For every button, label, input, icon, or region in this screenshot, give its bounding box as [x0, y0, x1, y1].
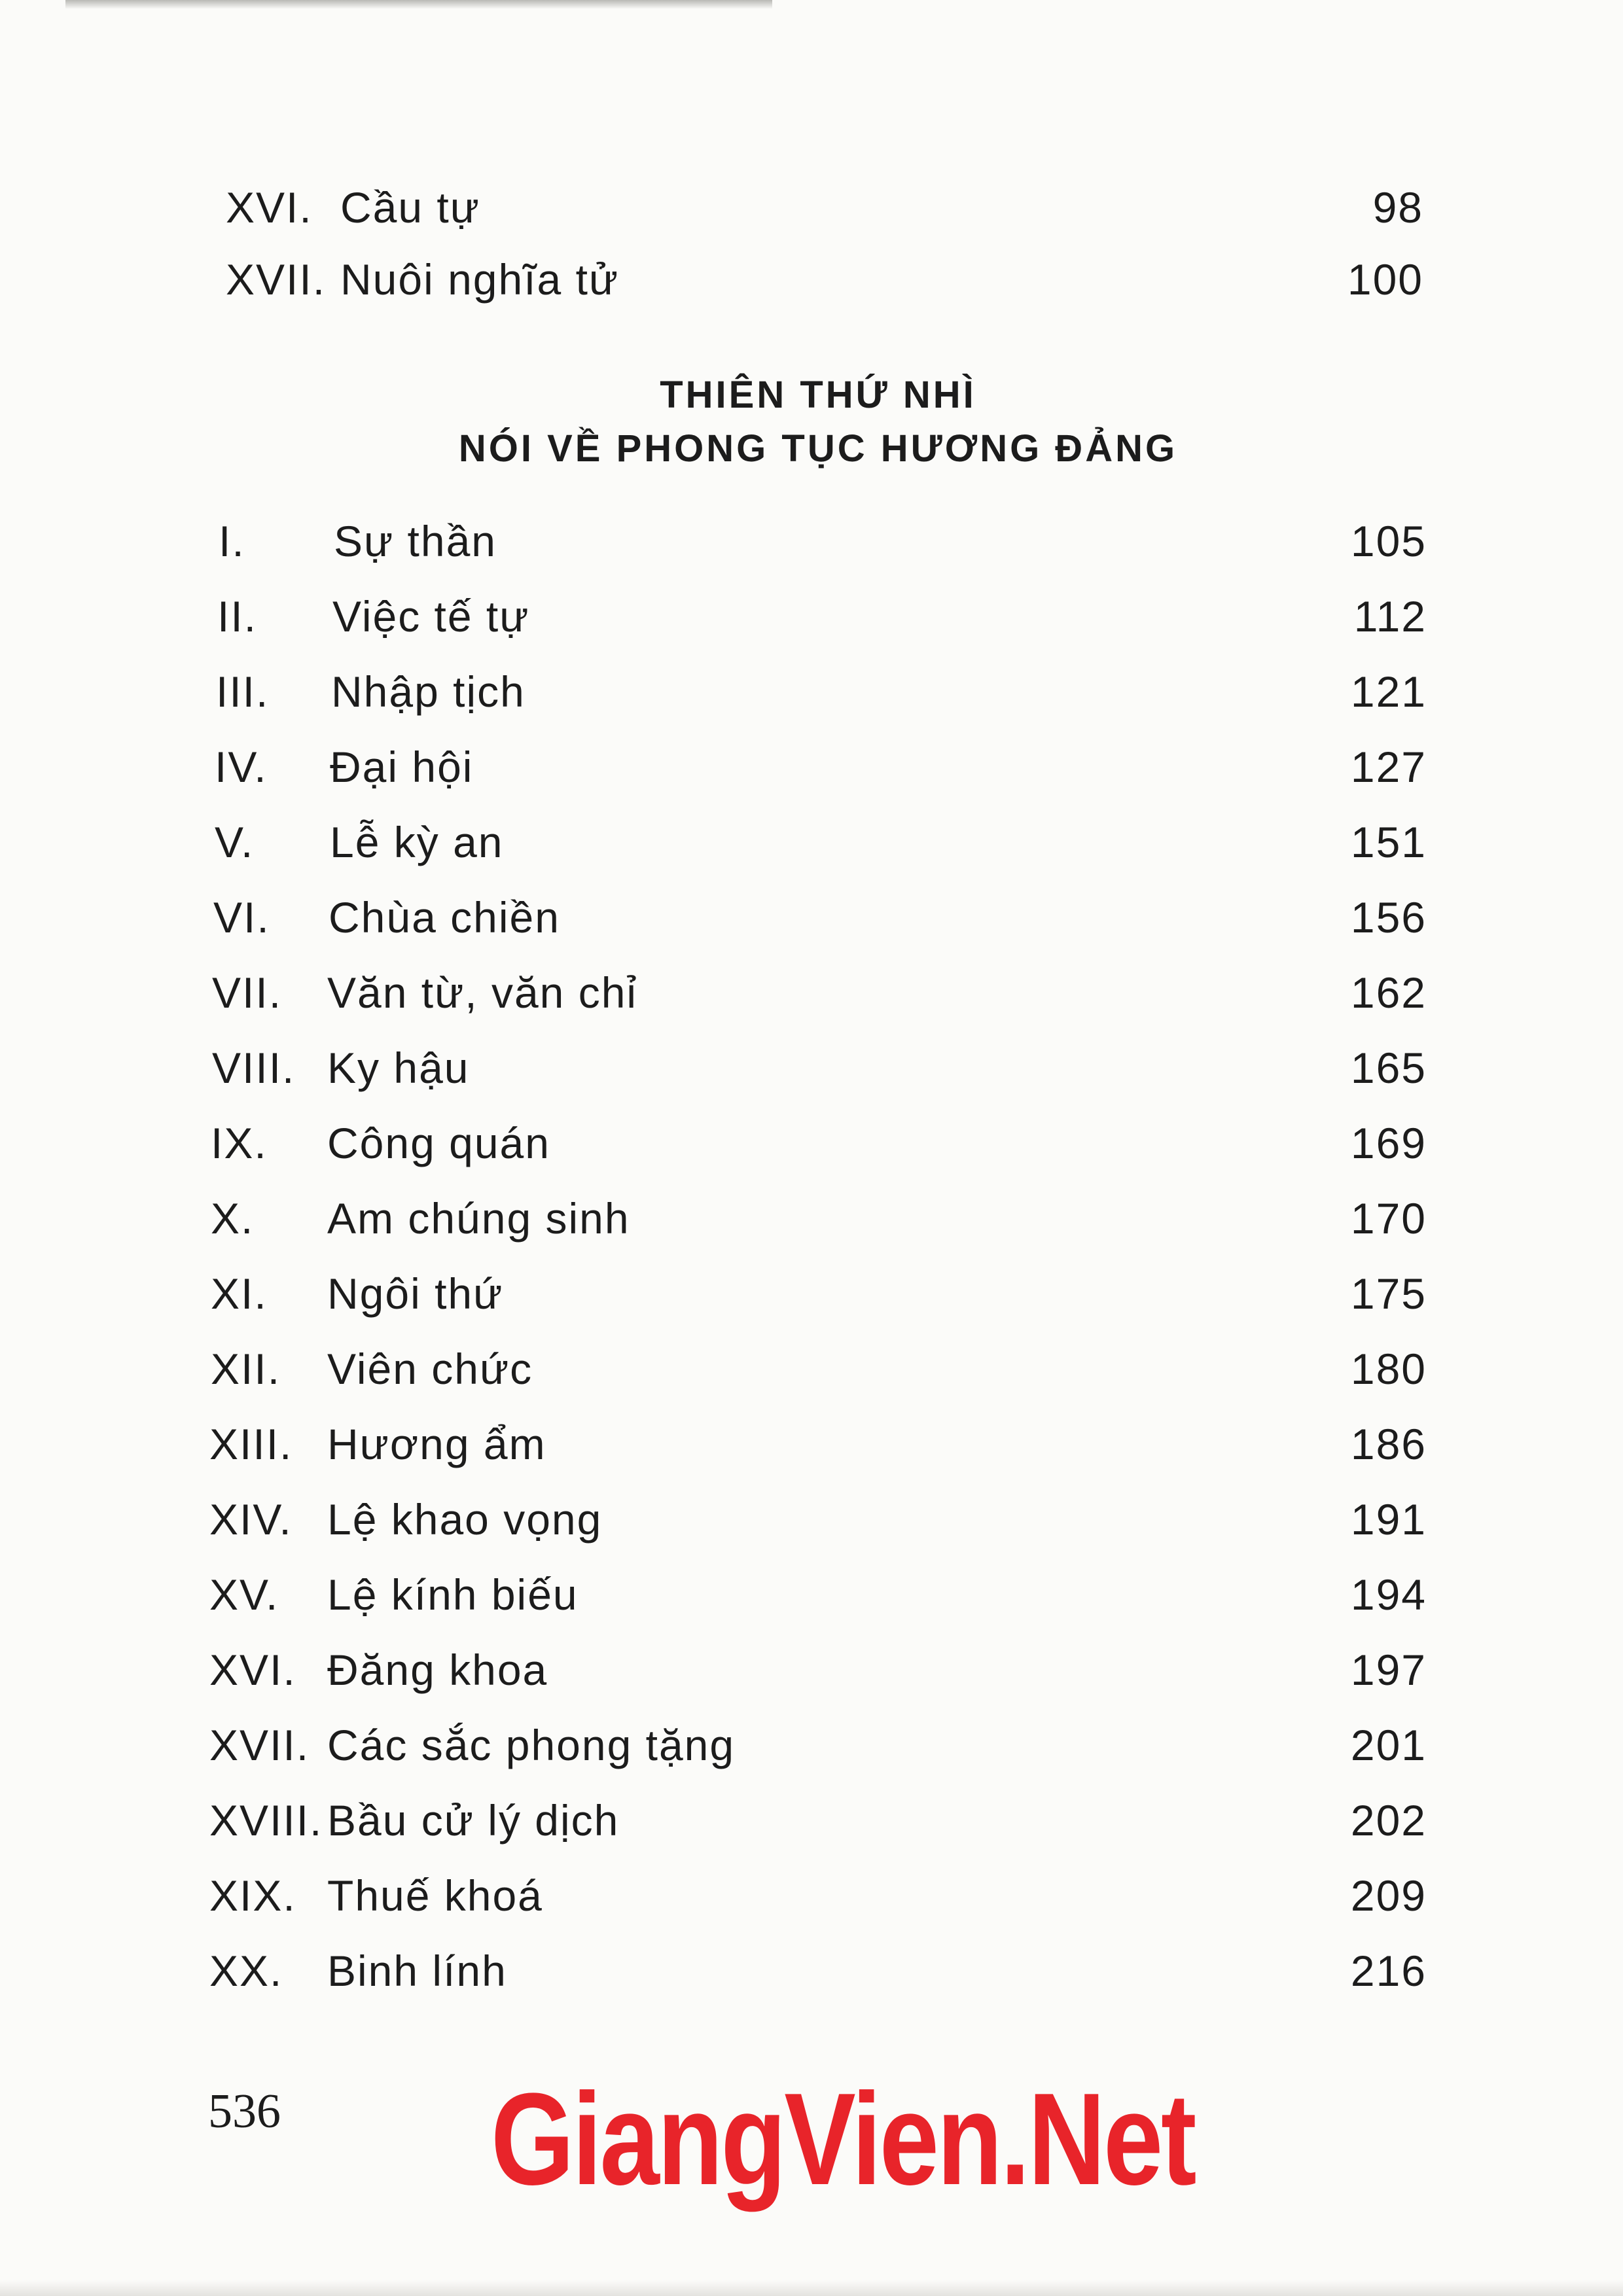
toc-entry-title: Chùa chiền [329, 893, 560, 942]
toc-entry-page: 165 [1350, 1044, 1427, 1092]
toc-entry-page: 105 [1350, 517, 1427, 565]
toc-entry-title: Ky hậu [327, 1044, 470, 1092]
toc-entry-page: 127 [1350, 743, 1427, 791]
toc-entry-page: 162 [1350, 968, 1427, 1017]
toc-entry-page: 121 [1350, 667, 1427, 716]
toc-entry-title: Nhập tịch [331, 667, 526, 716]
toc-entry-title: Hương ẩm [327, 1420, 546, 1468]
scan-edge-shadow [0, 2280, 1623, 2296]
toc-entry [209, 1709, 1427, 1781]
toc-entry [209, 656, 1427, 728]
toc-entry-number: XV. [209, 1570, 279, 1619]
toc-entry [209, 1935, 1427, 2007]
watermark-logo: GiangVien.Net [491, 2066, 1195, 2212]
toc-entry [209, 1634, 1427, 1706]
toc-entry-title: Các sắc phong tặng [327, 1721, 736, 1769]
toc-entry [209, 1333, 1427, 1405]
toc-entry-number: XVII. [209, 1721, 310, 1769]
toc-entry-page: 186 [1350, 1420, 1427, 1468]
toc-entry-number: VII. [212, 968, 283, 1017]
toc-entry-number: VIII. [212, 1044, 296, 1092]
toc-entry-number: IX. [211, 1119, 268, 1167]
page-number: 536 [208, 2085, 281, 2138]
toc-entry [226, 171, 1423, 243]
toc-entry [209, 1032, 1427, 1104]
toc-entry-page: 201 [1350, 1721, 1427, 1769]
toc-entry-title: Đại hội [330, 743, 474, 791]
toc-entry-page: 209 [1350, 1871, 1427, 1920]
toc-entry-title: Lễ kỳ an [330, 818, 504, 866]
toc-entry-title: Bầu cử lý dịch [327, 1796, 620, 1845]
toc-entry-title: Công quán [327, 1119, 550, 1167]
toc-entry-page: 216 [1350, 1947, 1427, 1995]
toc-entry-number: X. [211, 1194, 255, 1243]
toc-entry-title: Đăng khoa [327, 1646, 548, 1694]
toc-entry [209, 580, 1427, 652]
toc-entry-number: XX. [209, 1947, 283, 1995]
toc-entry-number: XVII. [226, 255, 327, 304]
toc-entry-page: 112 [1353, 592, 1427, 641]
toc-entry-number: V. [215, 818, 255, 866]
toc-entry-number: III. [216, 667, 270, 716]
toc-entry-number: XIV. [209, 1495, 293, 1544]
toc-entry [209, 1408, 1427, 1480]
toc-entry [209, 505, 1427, 577]
toc-entry [209, 1784, 1427, 1856]
toc-entry [209, 881, 1427, 953]
toc-entry-number: XVI. [209, 1646, 296, 1694]
toc-entry-title: Ngôi thứ [327, 1269, 504, 1318]
toc-entry [209, 806, 1427, 878]
toc-entry-page: 197 [1350, 1646, 1427, 1694]
toc-entry [209, 1107, 1427, 1179]
toc-entry-page: 202 [1350, 1796, 1427, 1845]
section-heading-line1: THIÊN THỨ NHÌ [660, 374, 976, 416]
toc-entry [209, 731, 1427, 803]
toc-entry-page: 169 [1350, 1119, 1427, 1167]
toc-entry-title: Binh lính [327, 1947, 507, 1995]
toc-entry-number: XI. [211, 1269, 268, 1318]
toc-entry-number: VI. [213, 893, 270, 942]
toc-entry-title: Cầu tự [340, 183, 480, 232]
section-heading-line2: NÓI VỀ PHONG TỤC HƯƠNG ĐẢNG [458, 427, 1178, 470]
toc-entry-title: Việc tế tự [332, 592, 530, 641]
toc-entry [209, 1483, 1427, 1555]
toc-entry [209, 957, 1427, 1029]
toc-entry [209, 1258, 1427, 1330]
toc-entry-page: 194 [1350, 1570, 1427, 1619]
toc-entry-page: 170 [1350, 1194, 1427, 1243]
toc-entry-title: Văn từ, văn chỉ [327, 968, 638, 1017]
toc-entry-title: Lệ khao vọng [327, 1495, 603, 1544]
toc-entry-number: XVIII. [209, 1796, 323, 1845]
toc-entry-page: 175 [1350, 1269, 1427, 1318]
toc-entry-number: XVI. [226, 183, 313, 232]
toc-entry-page: 156 [1350, 893, 1427, 942]
toc-entry-number: XIII. [209, 1420, 293, 1468]
toc-entry-page: 180 [1350, 1345, 1427, 1393]
toc-entry-number: II. [217, 592, 258, 641]
toc-entry [209, 1182, 1427, 1254]
toc-entry [226, 243, 1423, 315]
toc-entry-number: XII. [211, 1345, 281, 1393]
toc-entry-page: 191 [1350, 1495, 1427, 1544]
toc-entry-number: IV. [215, 743, 268, 791]
toc-entry-title: Thuế khoá [327, 1871, 543, 1920]
toc-entry [209, 1860, 1427, 1932]
toc-entry-title: Viên chức [327, 1345, 533, 1393]
toc-entry-title: Nuôi nghĩa tử [340, 255, 620, 304]
toc-entry-title: Sự thần [334, 517, 497, 565]
toc-entry-number: XIX. [209, 1871, 296, 1920]
toc-entry-title: Am chúng sinh [327, 1194, 630, 1243]
toc-entry [209, 1559, 1427, 1631]
toc-entry-number: I. [219, 517, 245, 565]
toc-entry-title: Lệ kính biếu [327, 1570, 579, 1619]
toc-entry-page: 98 [1372, 183, 1423, 232]
toc-entry-page: 151 [1350, 818, 1427, 866]
toc-entry-page: 100 [1347, 255, 1423, 304]
